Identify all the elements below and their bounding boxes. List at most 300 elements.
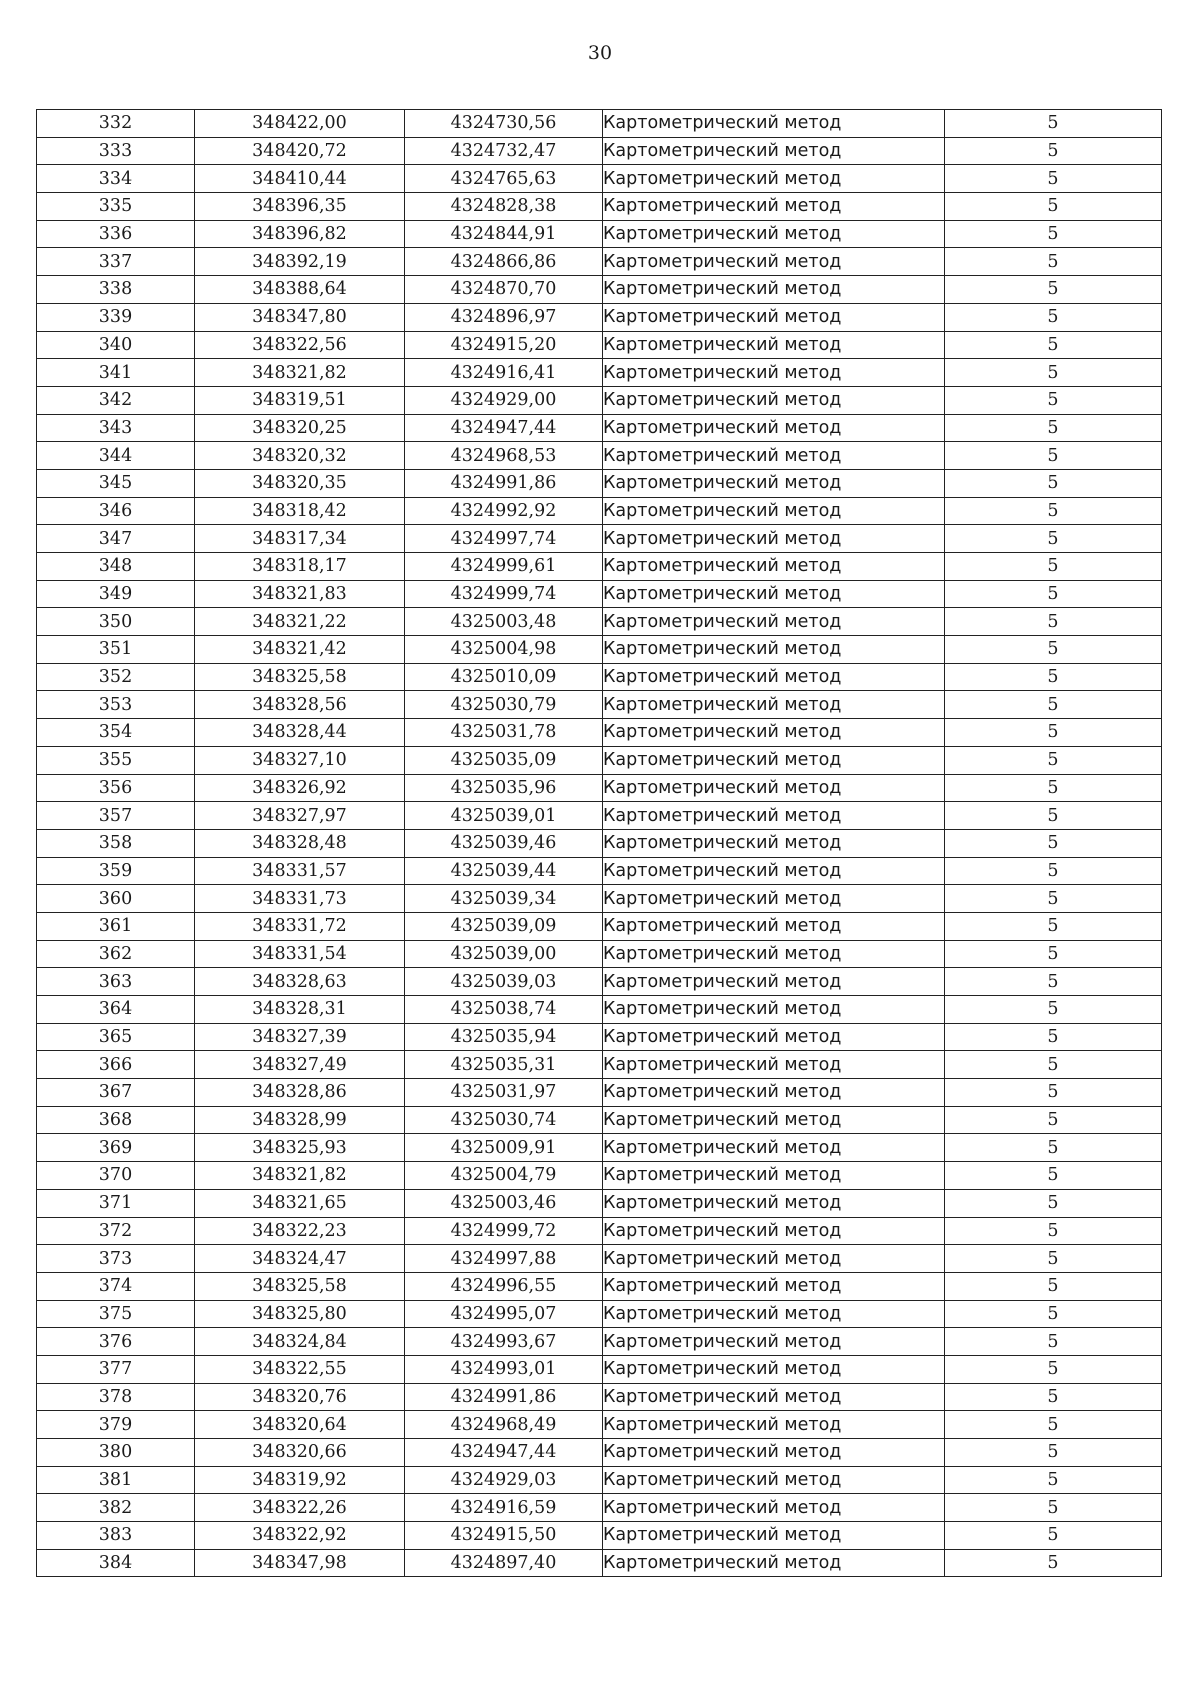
x-coordinate-cell: 348392,19 [195,248,405,276]
x-coordinate-cell: 348396,35 [195,193,405,221]
method-cell: Картометрический метод [603,497,945,525]
x-coordinate-cell: 348322,55 [195,1355,405,1383]
accuracy-cell: 5 [945,110,1162,138]
x-coordinate-cell: 348319,92 [195,1466,405,1494]
y-coordinate-cell: 4324992,92 [405,497,603,525]
method-cell: Картометрический метод [603,580,945,608]
table-row [37,1355,1162,1383]
y-coordinate-cell: 4325003,48 [405,608,603,636]
x-coordinate-cell: 348410,44 [195,165,405,193]
table-row [37,1162,1162,1190]
point-number-cell: 355 [37,746,195,774]
y-coordinate-cell: 4325003,46 [405,1189,603,1217]
accuracy-cell: 5 [945,746,1162,774]
y-coordinate-cell: 4324991,86 [405,469,603,497]
table-row [37,746,1162,774]
x-coordinate-cell: 348331,54 [195,940,405,968]
x-coordinate-cell: 348326,92 [195,774,405,802]
method-cell: Картометрический метод [603,1106,945,1134]
method-cell: Картометрический метод [603,1549,945,1577]
accuracy-cell: 5 [945,1079,1162,1107]
x-coordinate-cell: 348320,35 [195,469,405,497]
point-number-cell: 344 [37,442,195,470]
point-number-cell: 342 [37,386,195,414]
accuracy-cell: 5 [945,248,1162,276]
accuracy-cell: 5 [945,553,1162,581]
y-coordinate-cell: 4325039,44 [405,857,603,885]
table-row [37,857,1162,885]
accuracy-cell: 5 [945,608,1162,636]
x-coordinate-cell: 348325,58 [195,663,405,691]
y-coordinate-cell: 4324929,00 [405,386,603,414]
accuracy-cell: 5 [945,303,1162,331]
table-row [37,193,1162,221]
accuracy-cell: 5 [945,996,1162,1024]
table-row [37,691,1162,719]
point-number-cell: 336 [37,220,195,248]
y-coordinate-cell: 4324915,20 [405,331,603,359]
method-cell: Картометрический метод [603,220,945,248]
point-number-cell: 360 [37,885,195,913]
method-cell: Картометрический метод [603,1383,945,1411]
method-cell: Картометрический метод [603,1328,945,1356]
accuracy-cell: 5 [945,1106,1162,1134]
y-coordinate-cell: 4325031,78 [405,719,603,747]
x-coordinate-cell: 348328,56 [195,691,405,719]
point-number-cell: 341 [37,359,195,387]
y-coordinate-cell: 4324997,88 [405,1245,603,1273]
point-number-cell: 353 [37,691,195,719]
x-coordinate-cell: 348331,72 [195,912,405,940]
point-number-cell: 372 [37,1217,195,1245]
y-coordinate-cell: 4324866,86 [405,248,603,276]
x-coordinate-cell: 348321,65 [195,1189,405,1217]
y-coordinate-cell: 4325039,00 [405,940,603,968]
accuracy-cell: 5 [945,1272,1162,1300]
point-number-cell: 343 [37,414,195,442]
accuracy-cell: 5 [945,1494,1162,1522]
accuracy-cell: 5 [945,1383,1162,1411]
y-coordinate-cell: 4324929,03 [405,1466,603,1494]
accuracy-cell: 5 [945,276,1162,304]
x-coordinate-cell: 348327,49 [195,1051,405,1079]
accuracy-cell: 5 [945,1522,1162,1550]
table-row [37,940,1162,968]
method-cell: Картометрический метод [603,386,945,414]
x-coordinate-cell: 348388,64 [195,276,405,304]
table-row [37,1439,1162,1467]
y-coordinate-cell: 4325030,74 [405,1106,603,1134]
point-number-cell: 362 [37,940,195,968]
accuracy-cell: 5 [945,1549,1162,1577]
y-coordinate-cell: 4324915,50 [405,1522,603,1550]
method-cell: Картометрический метод [603,1189,945,1217]
table-row [37,469,1162,497]
x-coordinate-cell: 348327,97 [195,802,405,830]
x-coordinate-cell: 348320,32 [195,442,405,470]
point-number-cell: 377 [37,1355,195,1383]
y-coordinate-cell: 4325031,97 [405,1079,603,1107]
point-number-cell: 370 [37,1162,195,1190]
table-row [37,912,1162,940]
point-number-cell: 373 [37,1245,195,1273]
accuracy-cell: 5 [945,1189,1162,1217]
table-row [37,829,1162,857]
method-cell: Картометрический метод [603,193,945,221]
point-number-cell: 384 [37,1549,195,1577]
method-cell: Картометрический метод [603,1272,945,1300]
method-cell: Картометрический метод [603,802,945,830]
method-cell: Картометрический метод [603,1494,945,1522]
x-coordinate-cell: 348322,56 [195,331,405,359]
x-coordinate-cell: 348327,10 [195,746,405,774]
x-coordinate-cell: 348331,73 [195,885,405,913]
x-coordinate-cell: 348324,84 [195,1328,405,1356]
x-coordinate-cell: 348321,82 [195,1162,405,1190]
accuracy-cell: 5 [945,1300,1162,1328]
method-cell: Картометрический метод [603,1023,945,1051]
method-cell: Картометрический метод [603,137,945,165]
method-cell: Картометрический метод [603,940,945,968]
accuracy-cell: 5 [945,940,1162,968]
point-number-cell: 369 [37,1134,195,1162]
y-coordinate-cell: 4324999,74 [405,580,603,608]
accuracy-cell: 5 [945,1051,1162,1079]
table-row [37,137,1162,165]
point-number-cell: 371 [37,1189,195,1217]
method-cell: Картометрический метод [603,1162,945,1190]
x-coordinate-cell: 348328,63 [195,968,405,996]
y-coordinate-cell: 4324996,55 [405,1272,603,1300]
y-coordinate-cell: 4324993,01 [405,1355,603,1383]
method-cell: Картометрический метод [603,525,945,553]
table-row [37,1134,1162,1162]
table-row [37,636,1162,664]
x-coordinate-cell: 348328,44 [195,719,405,747]
method-cell: Картометрический метод [603,1079,945,1107]
y-coordinate-cell: 4324968,53 [405,442,603,470]
method-cell: Картометрический метод [603,442,945,470]
table-row [37,885,1162,913]
accuracy-cell: 5 [945,802,1162,830]
method-cell: Картометрический метод [603,1522,945,1550]
x-coordinate-cell: 348347,80 [195,303,405,331]
y-coordinate-cell: 4325035,31 [405,1051,603,1079]
point-number-cell: 339 [37,303,195,331]
point-number-cell: 352 [37,663,195,691]
x-coordinate-cell: 348396,82 [195,220,405,248]
table-row [37,1383,1162,1411]
table-row [37,1328,1162,1356]
method-cell: Картометрический метод [603,331,945,359]
table-row [37,386,1162,414]
accuracy-cell: 5 [945,193,1162,221]
x-coordinate-cell: 348318,17 [195,553,405,581]
y-coordinate-cell: 4325039,01 [405,802,603,830]
table-row [37,1300,1162,1328]
x-coordinate-cell: 348328,31 [195,996,405,1024]
accuracy-cell: 5 [945,829,1162,857]
table-row [37,774,1162,802]
y-coordinate-cell: 4324732,47 [405,137,603,165]
accuracy-cell: 5 [945,442,1162,470]
method-cell: Картометрический метод [603,912,945,940]
y-coordinate-cell: 4325035,96 [405,774,603,802]
method-cell: Картометрический метод [603,719,945,747]
method-cell: Картометрический метод [603,663,945,691]
method-cell: Картометрический метод [603,1355,945,1383]
table-row [37,580,1162,608]
y-coordinate-cell: 4325004,79 [405,1162,603,1190]
accuracy-cell: 5 [945,636,1162,664]
accuracy-cell: 5 [945,1466,1162,1494]
table-row [37,719,1162,747]
method-cell: Картометрический метод [603,968,945,996]
y-coordinate-cell: 4324828,38 [405,193,603,221]
method-cell: Картометрический метод [603,1466,945,1494]
accuracy-cell: 5 [945,912,1162,940]
y-coordinate-cell: 4324916,59 [405,1494,603,1522]
accuracy-cell: 5 [945,1162,1162,1190]
y-coordinate-cell: 4325039,34 [405,885,603,913]
method-cell: Картометрический метод [603,248,945,276]
x-coordinate-cell: 348320,76 [195,1383,405,1411]
y-coordinate-cell: 4325039,03 [405,968,603,996]
y-coordinate-cell: 4324947,44 [405,1439,603,1467]
y-coordinate-cell: 4324897,40 [405,1549,603,1577]
x-coordinate-cell: 348322,92 [195,1522,405,1550]
method-cell: Картометрический метод [603,1134,945,1162]
accuracy-cell: 5 [945,359,1162,387]
point-number-cell: 365 [37,1023,195,1051]
y-coordinate-cell: 4325035,94 [405,1023,603,1051]
table-row [37,1466,1162,1494]
accuracy-cell: 5 [945,885,1162,913]
table-row [37,110,1162,138]
y-coordinate-cell: 4324870,70 [405,276,603,304]
method-cell: Картометрический метод [603,829,945,857]
method-cell: Картометрический метод [603,1439,945,1467]
point-number-cell: 375 [37,1300,195,1328]
x-coordinate-cell: 348317,34 [195,525,405,553]
point-number-cell: 366 [37,1051,195,1079]
y-coordinate-cell: 4325030,79 [405,691,603,719]
accuracy-cell: 5 [945,857,1162,885]
x-coordinate-cell: 348321,42 [195,636,405,664]
table-row [37,553,1162,581]
table-row [37,359,1162,387]
table-row [37,1189,1162,1217]
y-coordinate-cell: 4325038,74 [405,996,603,1024]
point-number-cell: 346 [37,497,195,525]
y-coordinate-cell: 4324999,72 [405,1217,603,1245]
method-cell: Картометрический метод [603,996,945,1024]
x-coordinate-cell: 348320,66 [195,1439,405,1467]
table-row [37,1272,1162,1300]
accuracy-cell: 5 [945,1439,1162,1467]
accuracy-cell: 5 [945,1355,1162,1383]
point-number-cell: 363 [37,968,195,996]
accuracy-cell: 5 [945,968,1162,996]
x-coordinate-cell: 348325,58 [195,1272,405,1300]
x-coordinate-cell: 348318,42 [195,497,405,525]
point-number-cell: 354 [37,719,195,747]
y-coordinate-cell: 4324916,41 [405,359,603,387]
table-row [37,996,1162,1024]
point-number-cell: 359 [37,857,195,885]
method-cell: Картометрический метод [603,636,945,664]
table-row [37,248,1162,276]
accuracy-cell: 5 [945,719,1162,747]
table-row [37,442,1162,470]
table-row [37,802,1162,830]
y-coordinate-cell: 4324997,74 [405,525,603,553]
y-coordinate-cell: 4325035,09 [405,746,603,774]
table-row [37,1079,1162,1107]
accuracy-cell: 5 [945,1245,1162,1273]
accuracy-cell: 5 [945,469,1162,497]
y-coordinate-cell: 4325009,91 [405,1134,603,1162]
accuracy-cell: 5 [945,1134,1162,1162]
coordinates-table [36,109,1162,1577]
table-row [37,1522,1162,1550]
accuracy-cell: 5 [945,220,1162,248]
coordinates-table-body [37,110,1162,1577]
method-cell: Картометрический метод [603,359,945,387]
table-row [37,1549,1162,1577]
table-row [37,220,1162,248]
point-number-cell: 351 [37,636,195,664]
point-number-cell: 379 [37,1411,195,1439]
method-cell: Картометрический метод [603,469,945,497]
point-number-cell: 374 [37,1272,195,1300]
table-row [37,303,1162,331]
point-number-cell: 368 [37,1106,195,1134]
x-coordinate-cell: 348420,72 [195,137,405,165]
method-cell: Картометрический метод [603,553,945,581]
accuracy-cell: 5 [945,414,1162,442]
point-number-cell: 382 [37,1494,195,1522]
x-coordinate-cell: 348328,86 [195,1079,405,1107]
method-cell: Картометрический метод [603,1411,945,1439]
x-coordinate-cell: 348347,98 [195,1549,405,1577]
point-number-cell: 367 [37,1079,195,1107]
table-row [37,1051,1162,1079]
accuracy-cell: 5 [945,331,1162,359]
point-number-cell: 335 [37,193,195,221]
table-row [37,497,1162,525]
method-cell: Картометрический метод [603,110,945,138]
point-number-cell: 357 [37,802,195,830]
y-coordinate-cell: 4324991,86 [405,1383,603,1411]
x-coordinate-cell: 348319,51 [195,386,405,414]
point-number-cell: 334 [37,165,195,193]
table-row [37,1245,1162,1273]
method-cell: Картометрический метод [603,1217,945,1245]
method-cell: Картометрический метод [603,774,945,802]
accuracy-cell: 5 [945,580,1162,608]
y-coordinate-cell: 4324995,07 [405,1300,603,1328]
x-coordinate-cell: 348328,48 [195,829,405,857]
table-row [37,1494,1162,1522]
x-coordinate-cell: 348322,23 [195,1217,405,1245]
table-row [37,1023,1162,1051]
table-row [37,165,1162,193]
table-row [37,968,1162,996]
point-number-cell: 347 [37,525,195,553]
table-row [37,1106,1162,1134]
y-coordinate-cell: 4324896,97 [405,303,603,331]
y-coordinate-cell: 4324730,56 [405,110,603,138]
x-coordinate-cell: 348325,80 [195,1300,405,1328]
y-coordinate-cell: 4325004,98 [405,636,603,664]
method-cell: Картометрический метод [603,276,945,304]
method-cell: Картометрический метод [603,1300,945,1328]
y-coordinate-cell: 4324993,67 [405,1328,603,1356]
point-number-cell: 376 [37,1328,195,1356]
x-coordinate-cell: 348321,22 [195,608,405,636]
accuracy-cell: 5 [945,1328,1162,1356]
table-row [37,525,1162,553]
method-cell: Картометрический метод [603,608,945,636]
accuracy-cell: 5 [945,691,1162,719]
accuracy-cell: 5 [945,1023,1162,1051]
point-number-cell: 333 [37,137,195,165]
point-number-cell: 332 [37,110,195,138]
point-number-cell: 337 [37,248,195,276]
x-coordinate-cell: 348320,64 [195,1411,405,1439]
accuracy-cell: 5 [945,663,1162,691]
y-coordinate-cell: 4325039,46 [405,829,603,857]
y-coordinate-cell: 4324947,44 [405,414,603,442]
table-row [37,608,1162,636]
method-cell: Картометрический метод [603,885,945,913]
y-coordinate-cell: 4324765,63 [405,165,603,193]
table-row [37,276,1162,304]
table-row [37,414,1162,442]
point-number-cell: 380 [37,1439,195,1467]
method-cell: Картометрический метод [603,303,945,331]
x-coordinate-cell: 348320,25 [195,414,405,442]
point-number-cell: 345 [37,469,195,497]
method-cell: Картометрический метод [603,691,945,719]
table-row [37,1411,1162,1439]
x-coordinate-cell: 348331,57 [195,857,405,885]
x-coordinate-cell: 348321,83 [195,580,405,608]
method-cell: Картометрический метод [603,1051,945,1079]
method-cell: Картометрический метод [603,746,945,774]
accuracy-cell: 5 [945,1217,1162,1245]
point-number-cell: 383 [37,1522,195,1550]
y-coordinate-cell: 4324999,61 [405,553,603,581]
point-number-cell: 361 [37,912,195,940]
y-coordinate-cell: 4324968,49 [405,1411,603,1439]
point-number-cell: 356 [37,774,195,802]
y-coordinate-cell: 4324844,91 [405,220,603,248]
method-cell: Картометрический метод [603,414,945,442]
method-cell: Картометрический метод [603,165,945,193]
accuracy-cell: 5 [945,774,1162,802]
x-coordinate-cell: 348322,26 [195,1494,405,1522]
point-number-cell: 348 [37,553,195,581]
point-number-cell: 378 [37,1383,195,1411]
y-coordinate-cell: 4325039,09 [405,912,603,940]
accuracy-cell: 5 [945,386,1162,414]
point-number-cell: 358 [37,829,195,857]
point-number-cell: 338 [37,276,195,304]
page-number: 30 [587,42,613,64]
x-coordinate-cell: 348328,99 [195,1106,405,1134]
